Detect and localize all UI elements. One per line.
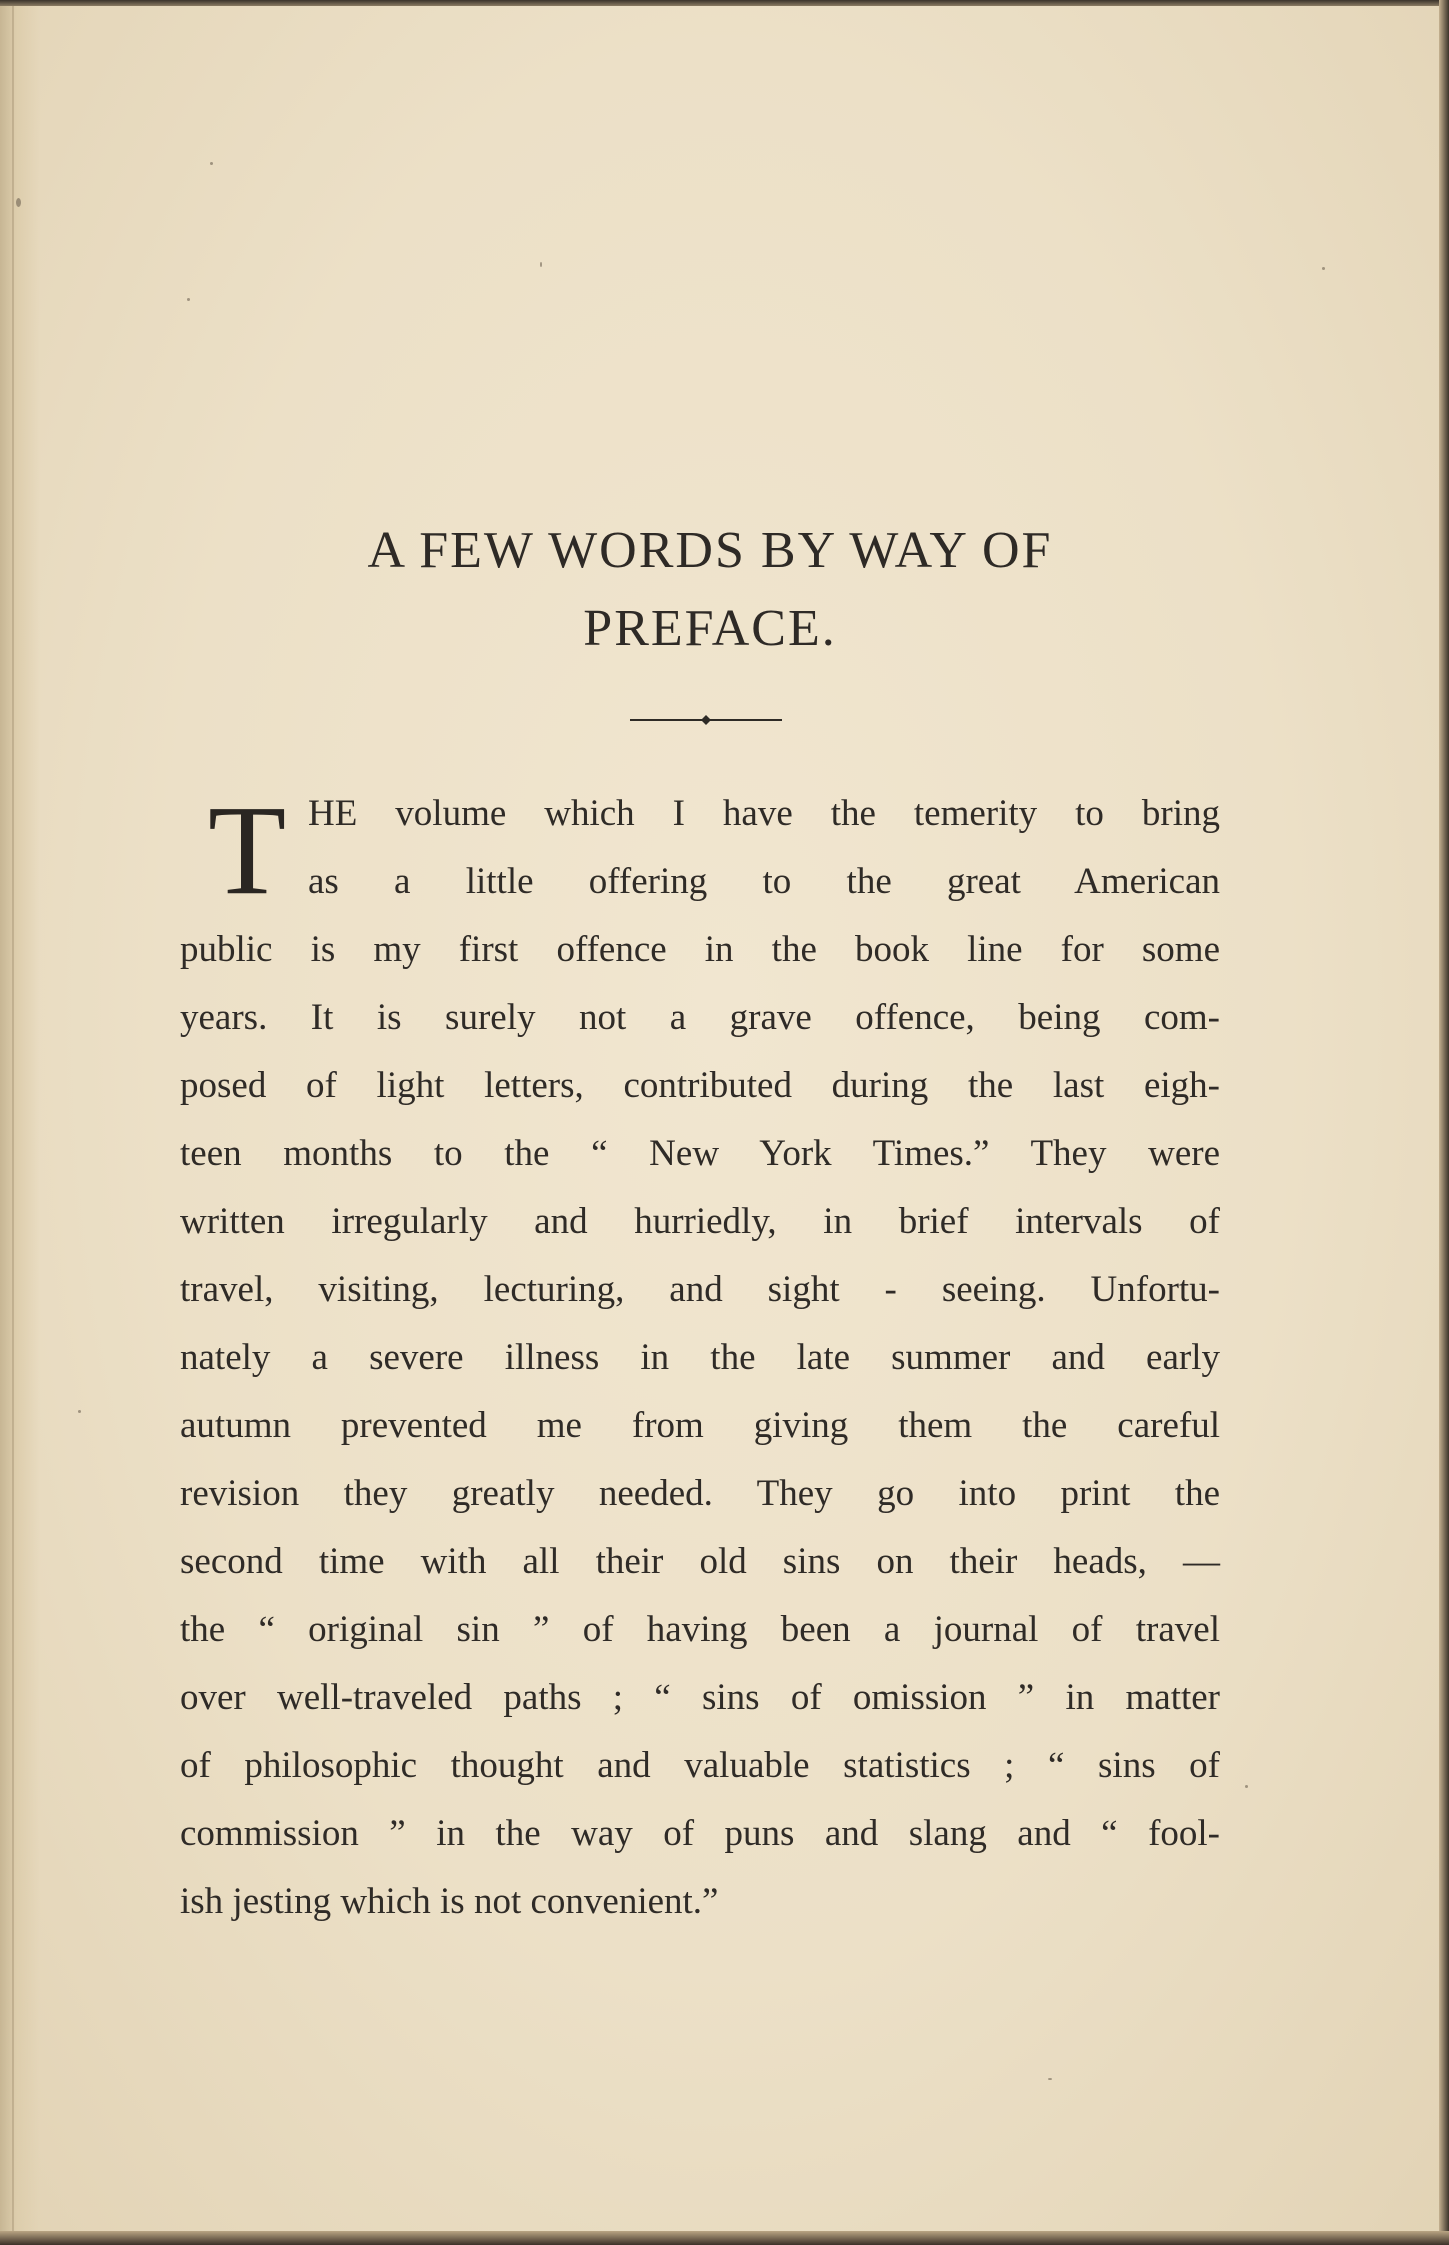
line-text: ish jesting which is not convenient.” bbox=[180, 1881, 719, 1922]
text-line bbox=[180, 1460, 1220, 1528]
text-line bbox=[180, 1188, 1220, 1256]
top-edge bbox=[0, 0, 1449, 6]
text-line bbox=[180, 1664, 1220, 1732]
heading-line-1: A FEW WORDS BY WAY OF bbox=[367, 522, 1053, 579]
paper-speck bbox=[187, 298, 190, 301]
preface-heading bbox=[200, 512, 1220, 668]
text-line bbox=[180, 848, 1220, 916]
text-line bbox=[180, 1596, 1220, 1664]
line-text: written irregularly and hurriedly, in brief intervals of bbox=[180, 1201, 1220, 1242]
text-line bbox=[180, 1732, 1220, 1800]
right-edge bbox=[1439, 0, 1449, 2245]
paper-speck bbox=[78, 1410, 81, 1413]
text-line bbox=[180, 916, 1220, 984]
line-text: over well-traveled paths ; “ sins of omission ” in matter bbox=[180, 1677, 1220, 1718]
paper-speck bbox=[1048, 2078, 1052, 2080]
text-line-last bbox=[180, 1868, 1220, 1936]
paper-speck bbox=[1322, 267, 1325, 270]
line-text: posed of light letters, contributed during the last eigh- bbox=[180, 1065, 1220, 1106]
line-text: commission ” in the way of puns and slang and “ fool- bbox=[180, 1813, 1220, 1854]
line-text: of philosophic thought and valuable statistics ; “ sins of bbox=[180, 1745, 1220, 1786]
text-line bbox=[180, 984, 1220, 1052]
line-text: autumn prevented me from giving them the careful bbox=[180, 1405, 1220, 1446]
bottom-edge bbox=[0, 2231, 1449, 2245]
drop-cap: T bbox=[208, 779, 287, 921]
text-line bbox=[180, 1052, 1220, 1120]
text-line bbox=[180, 1256, 1220, 1324]
text-line bbox=[180, 780, 1220, 848]
preface-body bbox=[180, 780, 1220, 1936]
line-text: HE volume which I have the temerity to bring bbox=[308, 793, 1220, 834]
line-text: nately a severe illness in the late summer and early bbox=[180, 1337, 1220, 1378]
line-text: the “ original sin ” of having been a journal of travel bbox=[180, 1609, 1220, 1650]
line-text: revision they greatly needed. They go into print the bbox=[180, 1473, 1220, 1514]
paper-speck bbox=[540, 262, 542, 267]
line-text: teen months to the “ New York Times.” They were bbox=[180, 1133, 1220, 1174]
heading-line-2: PREFACE. bbox=[583, 600, 837, 657]
paper-speck bbox=[1245, 1785, 1248, 1788]
paper-speck bbox=[210, 162, 213, 165]
line-text: second time with all their old sins on their heads, — bbox=[180, 1541, 1220, 1582]
text-line bbox=[180, 1324, 1220, 1392]
text-line bbox=[180, 1800, 1220, 1868]
ornament-rule bbox=[630, 712, 782, 728]
line-text: public is my first offence in the book line for some bbox=[180, 929, 1220, 970]
line-text: travel, visiting, lecturing, and sight - seeing. Unfortu- bbox=[180, 1269, 1220, 1310]
text-line bbox=[180, 1528, 1220, 1596]
line-text: as a little offering to the great American bbox=[308, 861, 1220, 902]
line-text: years. It is surely not a grave offence, being com- bbox=[180, 997, 1220, 1038]
gutter-line bbox=[12, 0, 14, 2245]
text-line bbox=[180, 1392, 1220, 1460]
text-line bbox=[180, 1120, 1220, 1188]
page-gutter bbox=[0, 0, 40, 2245]
paper-speck bbox=[16, 198, 21, 207]
